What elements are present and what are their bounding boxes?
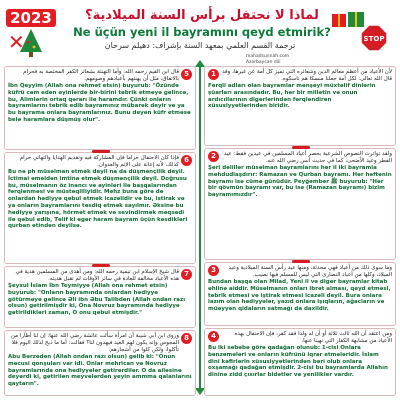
svg-text:STOP: STOP: [363, 35, 385, 43]
card-arabic-text: قال شيخ الإسلام ابن تيمية رحمه الله: ومن أهدى من المسلمين هدية في هذه الأعياد مخالفة للعادة في سائر الأوقات لم تقبل هديته.: [15, 269, 179, 282]
card-3: [204, 262, 396, 326]
translator-credit: ترجمة القسم العلمي بمعهد السنة بإشراف: دهيلم سرحان: [104, 41, 296, 50]
card-8: [4, 330, 196, 396]
decorative-marker: [292, 146, 310, 149]
christmas-tree-icon: [18, 28, 44, 58]
card-number: 8: [181, 333, 192, 344]
card-7: [4, 266, 196, 328]
stop-sign-icon: [360, 24, 388, 52]
card-translation-text: Fərqli adları olan bayramlar mənşəyi müxtəlif dinlərin şüarları arasındadır. Bu, hər bir millətin və onun ardıcıllarının digərlərindən fərqləndirən xüsusiyyətlərindən biridir.: [208, 83, 376, 110]
card-translation-text: Abu Bərzədən (Allah ondan razı olsun) gəlib ki: "Onun məcusi qonşuları var idi. Onlar mehrican və Novruz bayramlarında ona hədiyyələr gətirərdilər. O da ailəsinə deyərdi ki, gətirilən meyvələrdən yeyin ammma qalanlarını qaytarın".: [8, 354, 192, 388]
card-number: 7: [181, 269, 192, 280]
card-number: 6: [181, 155, 192, 166]
card-arabic-text: وروى ابن أبي شيبة أن امرأة سألت عائشة رضي الله عنها: إن لنا أظآرا من المجوس وإنه يكون لهم العيد فيهدون لنا؟ فقالت: أما ما ذبح لذلك اليوم فلا تأكلوا، ولكن كلوا من أشجارهم.: [10, 333, 179, 353]
card-translation-text: Bu iki səbəbə görə qadağan olunub: 1-cisi Onlara bənzəmələri və onların küfrünü iqrar etmələridir. İslam dini kafirlərin xüsusiyyətlərindən bəri olub onlara oxşamağı qadağan etmişdir. 2-cisi bu bayramlarda Allahın dininə zidd çıxırlar bidətlər və yenilikler vardır.: [208, 345, 388, 379]
card-number: 3: [208, 265, 219, 276]
card-arabic-text: ولقد تواترت النصوص الشرعية بحصر أعياد المسلمين في عيدين فقط: عيد الفطر وعيد الأضحى، كما في حديث أنس رضي الله عنه.: [224, 151, 392, 164]
decorative-marker: [92, 264, 110, 267]
card-4: [204, 328, 396, 396]
language-label: Azərbaycan dili: [246, 60, 281, 65]
card-number: 5: [181, 69, 192, 80]
card-number: 2: [208, 151, 219, 162]
card-2: [204, 148, 396, 260]
decorative-marker: [292, 260, 310, 263]
title-arabic: لماذا لا نحتفل برأس السنة الميلادية؟: [85, 8, 319, 23]
contact-info: [246, 54, 364, 66]
card-arabic-text: وما سوى ذلك من أعياد فهي محدثة، ومنها عيد رأس السنة الميلادية وعيد الميلاد، وكلها من أعياد النصارى التي ليس للمسلم فيها نصيب.: [228, 265, 392, 278]
card-number: 1: [208, 69, 219, 80]
card-6: [4, 152, 196, 264]
card-translation-text: Bu nə ph müsəlman etmək deyil na da düşmənçilik deyil. İctimai əməldən imtina etmək düşmənçilik deyil. Doğrusu bu, müsəlmanın öz inancı və ayinləri ilə başqalarından fərqlənməsi və müstəqilliyidir. Məhz buna görə də onlardan hədiyyə qəbul etmək icazəlidir və bu, istirak və ya onların bayramlarını təsdiq etmək sayılmır. Əksinə bu hədiyyə yarışına, hörmət etmək və sevindirmək məqsədi ilə qəbul edib, Təlif ki əgər haram bayram üçün kəsdikləri qurban ətindən deyilsə.: [8, 169, 188, 230]
year-badge: 2023: [6, 9, 56, 27]
title-azerbaijani: Ne üçün yeni il bayramını qeyd etmirik?: [73, 25, 331, 39]
card-translation-text: Şeyxul İslam İbn Teymiyyə (Allah ona rəhmət etsin) buyurub: "Onların bayramında onlardan hədiyyə götürməyə gəlincə Əli ibn Əbu Talibdən (Allah ondan razı olsun) gətirilmişdir ki, Ona Novruz bayramında hədiyyə gətirildikləri zaman, O onu qəbul etmişdir.": [8, 283, 186, 317]
card-arabic-text: قال ابن القيم رحمه الله: وأما التهنئة بشعائر الكفر المختصة به فحرام بالاتفاق، مثل أن يهنئهم بأعيادهم وصومهم.: [23, 69, 179, 82]
website-link[interactable]: mahadsunnah.com: [246, 54, 290, 59]
card-translation-text: Bundan başqa olan Milad, Yeni il və digər bayramlar kitab əhlinə aiddir. Müsəlmanın onları ibrət alması, qeyd etməsi, təbrik etməsi və iştirak etməsi icazəli deyil. Bura onlara lazım olan hədiyyələr, yazıd onlara işıqların, ağacların və müəyyən qidaların satmağı da daxildir.: [208, 279, 391, 313]
card-number: 4: [208, 331, 219, 342]
card-translation-text: İbn Qeyyim (Allah ona rəhmət etsin) buyurub: "Özündə küfrü cəm edən əyinlərdə bir-birini təbrik etməyə gəlincə, bu, Alimlərin ortaq qərarı ilə haramdır. Çünki onların bayramlarını təbrik edib bayramınız mübarək deyir və ya bu bayrama onlara bayramlarınız. Bunu deyən küfr etməsə belə haramlara düşmüş olur".: [8, 83, 191, 123]
cross-mark-icon: ✕: [8, 30, 25, 54]
card-arabic-text: لأن الأعياد من أعظم معالم الدين وشعائره التي تميز كل أمة عن غيرها، وقد قال الله تعالى: لكل أمة جعلنا منسكا هم ناسكوه.: [222, 69, 392, 82]
card-arabic-text: فإذا كان الاحتفال حراما فإن المشاركة فيه وتقديم الهدايا والتهاني حرام كذلك، لأنه إعانة على الإثم والعدوان.: [19, 155, 179, 168]
decorative-marker: [92, 150, 110, 153]
card-arabic-text: ومن اعتقد أن الله ثالث ثلاثة أو أن له ولدا فقد كفر، فإن الاحتفال بهذه الأعياد من مشابهة الكفار التي نهينا عنها.: [234, 331, 392, 344]
card-5: [4, 66, 196, 150]
card-translation-text: Şəri dəlillər müsəlman bayramlarını hər il iki bayramla məhdudlaşdırır: Ramazan və Qurban bayramı. Hər həftənin bayramı isə cümə günüdür. Peyğəmbər ﷺ buyurub: "Hər bir qövmün bayramı var, bu isə (Ramazan bayramı) bizim bayramımızdır".: [208, 165, 392, 199]
center-divider: [199, 64, 201, 392]
card-1: [204, 66, 396, 146]
